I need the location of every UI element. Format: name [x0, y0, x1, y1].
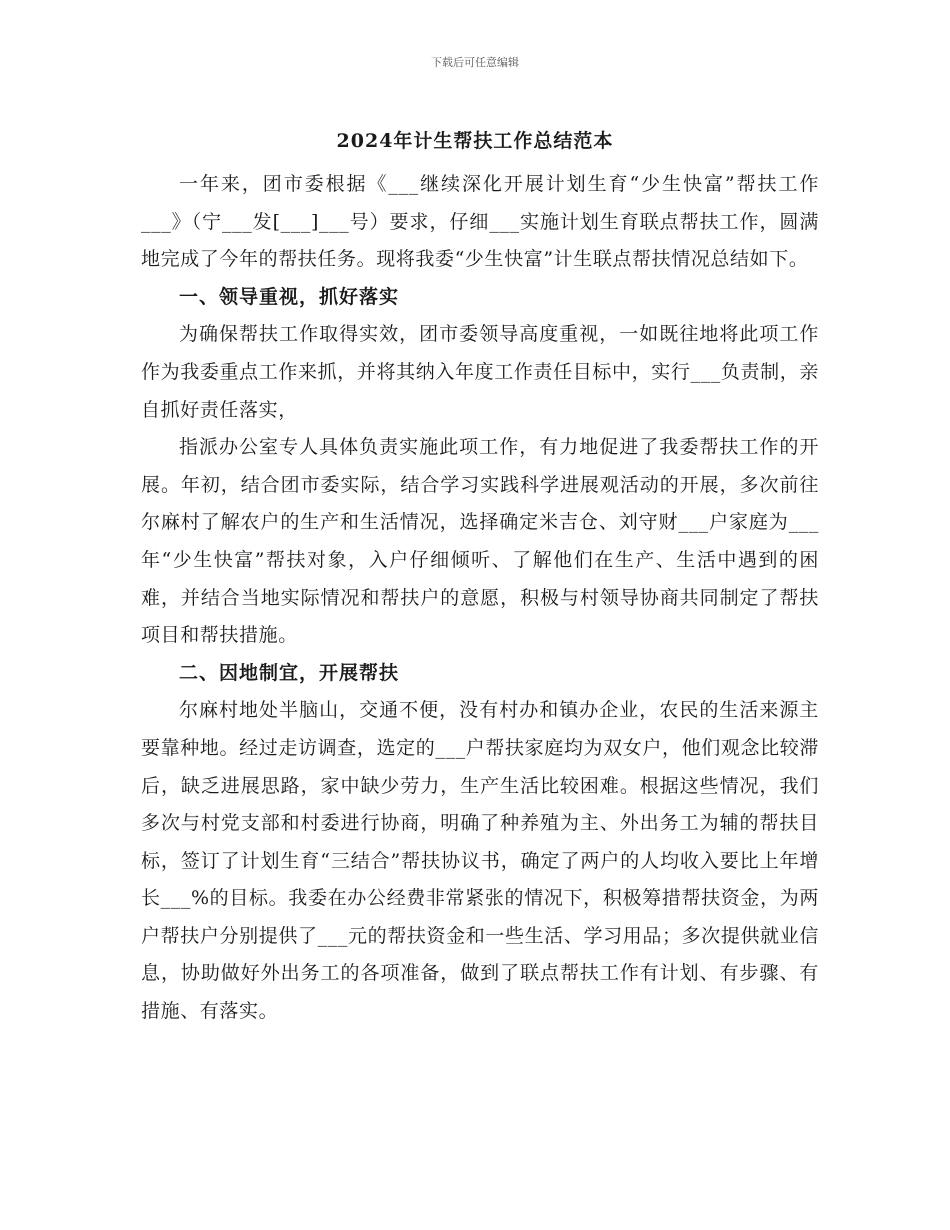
section-heading-2: 二、因地制宜，开展帮扶 — [179, 661, 400, 684]
section-1-paragraph-2: 指派办公室专人具体负责实施此项工作，有力地促进了我委帮扶工作的开展。年初，结合团市委实际，结合学习实践科学进展观活动的开展，多次前往尔麻村了解农户的生产和生活情况，选择确定米吉仓、刘守财___户家庭为___年“少生快富”帮扶对象，入户仔细倾听、了解他们在生产、生活中遇到的困难，并结合当地实际情况和帮扶户的意愿，积极与村领导协商共同制定了帮扶项目和帮扶措施。 — [141, 436, 819, 647]
document-title: 2024年计生帮扶工作总结范本 — [336, 130, 614, 152]
section-1-paragraph-1: 为确保帮扶工作取得实效，团市委领导高度重视，一如既往地将此项工作作为我委重点工作来抓，并将其纳入年度工作责任目标中，实行___负责制，亲自抓好责任落实， — [141, 323, 819, 421]
section-heading-1: 一、领导重视，抓好落实 — [179, 285, 400, 308]
section-2-paragraph-1: 尔麻村地处半脑山，交通不便，没有村办和镇办企业，农民的生活来源主要靠种地。经过走访调查，选定的___户帮扶家庭均为双女户，他们观念比较滞后，缺乏进展思路，家中缺少劳力，生产生活比较困难。根据这些情况，我们多次与村党支部和村委进行协商，明确了种养殖为主、外出务工为辅的帮扶目标，签订了计划生育“三结合”帮扶协议书，确定了两户的人均收入要比上年增长___%的目标。我委在办公经费非常紧张的情况下，积极筹措帮扶资金，为两户帮扶户分别提供了___元的帮扶资金和一些生活、学习用品；多次提供就业信息，协助做好外出务工的各项准备，做到了联点帮扶工作有计划、有步骤、有措施、有落实。 — [141, 699, 819, 1023]
header-note: 下载后可任意编辑 — [431, 56, 519, 69]
document-body — [141, 166, 819, 1031]
intro-paragraph: 一年来，团市委根据《___继续深化开展计划生育“少生快富”帮扶工作___》（宁___发[___]___号）要求，仔细___实施计划生育联点帮扶工作，圆满地完成了今年的帮扶任务。现将我委“少生快富”计生联点帮扶情况总结如下。 — [141, 173, 819, 271]
